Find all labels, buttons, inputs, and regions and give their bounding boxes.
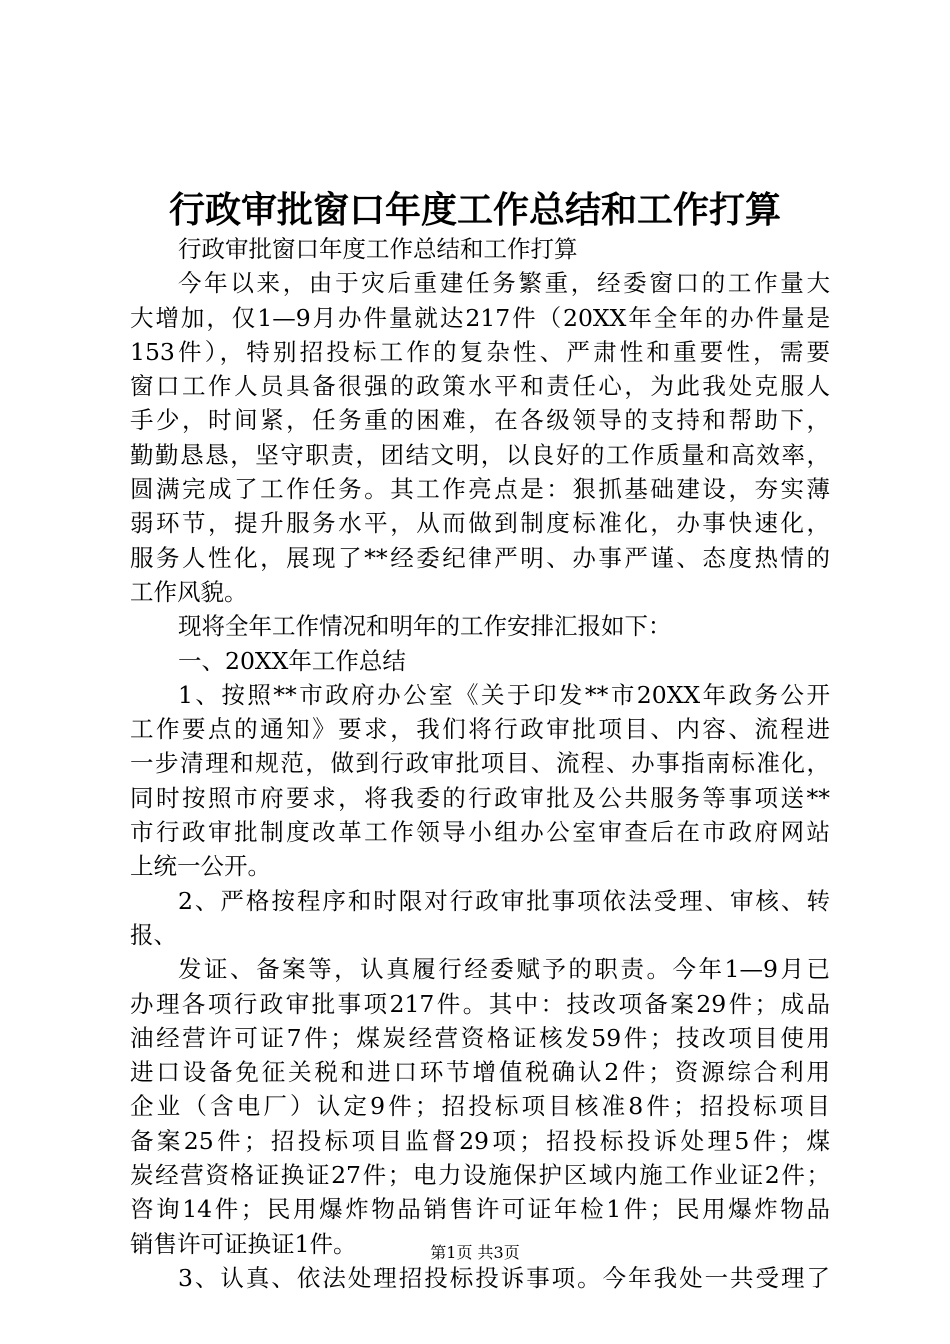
body-line: 153件），特别招投标工作的复杂性、严肃性和重要性，需要 — [130, 337, 830, 366]
body-line: 大增加，仅1—9月办件量就达217件（20XX年全年的办件量是 — [130, 303, 830, 332]
body-line: 备案25件；招投标项目监督29项；招投标投诉处理5件；煤 — [130, 1126, 830, 1155]
body-line: 工作要点的通知》要求，我们将行政审批项目、内容、流程进 — [130, 715, 830, 744]
section-heading: 一、20XX年工作总结 — [178, 646, 406, 675]
body-line: 3、认真、依法处理招投标投诉事项。今年我处一共受理了 — [178, 1263, 830, 1292]
body-line: 进口设备免征关税和进口环节增值税确认2件；资源综合利用 — [130, 1058, 830, 1087]
body-line: 2、严格按程序和时限对行政审批事项依法受理、审核、转 — [178, 886, 830, 915]
body-line: 现将全年工作情况和明年的工作安排汇报如下： — [178, 612, 672, 641]
page-footer: 第1页 共3页 — [430, 1243, 520, 1262]
body-line: 同时按照市府要求，将我委的行政审批及公共服务等事项送** — [130, 783, 830, 812]
body-line: 服务人性化，展现了**经委纪律严明、办事严谨、态度热情的 — [130, 543, 830, 572]
body-line: 今年以来，由于灾后重建任务繁重，经委窗口的工作量大 — [178, 269, 830, 298]
document-title: 行政审批窗口年度工作总结和工作打算 — [168, 189, 781, 231]
body-line: 销售许可证换证1件。 — [130, 1229, 357, 1258]
body-line: 报、 — [130, 920, 177, 949]
body-line: 市行政审批制度改革工作领导小组办公室审查后在市政府网站 — [130, 818, 830, 847]
body-line: 上统一公开。 — [130, 852, 271, 881]
body-line: 圆满完成了工作任务。其工作亮点是：狠抓基础建设，夯实薄 — [130, 475, 830, 504]
body-line: 窗口工作人员具备很强的政策水平和责任心，为此我处克服人 — [130, 372, 830, 401]
body-line: 手少，时间紧，任务重的困难，在各级领导的支持和帮助下， — [130, 406, 830, 435]
body-line: 企业（含电厂）认定9件；招投标项目核准8件；招投标项目 — [130, 1092, 830, 1121]
body-line: 勤勤恳恳，坚守职责，团结文明，以良好的工作质量和高效率， — [130, 440, 830, 469]
body-line: 油经营许可证7件；煤炭经营资格证核发59件；技改项目使用 — [130, 1023, 830, 1052]
body-line: 弱环节，提升服务水平，从而做到制度标准化，办事快速化， — [130, 509, 830, 538]
body-line: 办理各项行政审批事项217件。其中：技改项备案29件；成品 — [130, 989, 830, 1018]
body-line: 1、按照**市政府办公室《关于印发**市20XX年政务公开 — [178, 680, 830, 709]
body-line: 工作风貌。 — [130, 577, 248, 606]
body-line: 炭经营资格证换证27件；电力设施保护区域内施工作业证2件； — [130, 1161, 830, 1190]
body-line: 发证、备案等，认真履行经委赋予的职责。今年1—9月已 — [178, 955, 830, 984]
body-line: 一步清理和规范，做到行政审批项目、流程、办事指南标准化， — [130, 749, 830, 778]
body-line: 行政审批窗口年度工作总结和工作打算 — [178, 235, 578, 263]
document-body — [130, 232, 830, 1295]
body-line: 咨询14件；民用爆炸物品销售许可证年检1件；民用爆炸物品 — [130, 1195, 830, 1224]
